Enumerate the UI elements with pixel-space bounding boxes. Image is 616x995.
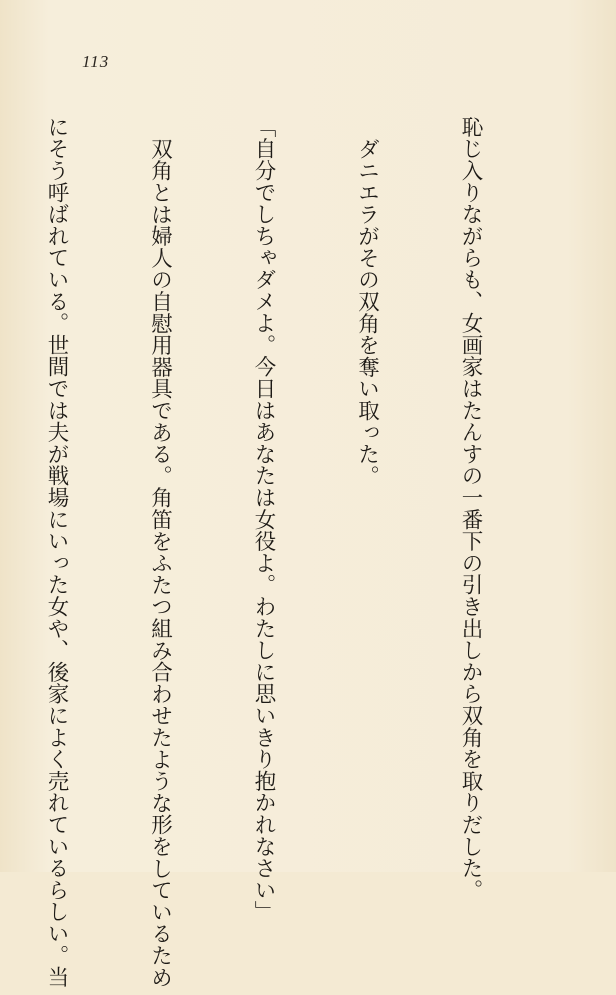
page-number: 113 (82, 52, 110, 71)
text-line: 双角とは婦人の自慰用器具である。角笛をふたつ組み合わせたような形をしているため (147, 138, 173, 989)
text-line: 「自分でしちゃダメよ。今日はあなたは女役よ。わたしに思いきり抱かれなさい」 (251, 116, 276, 923)
text-line: ダニエラがその双角を奪い取った。 (354, 138, 380, 487)
text-line: にそう呼ばれている。世間では夫が戦場にいった女や、後家によく売れているらしい。当 (44, 116, 69, 988)
text-line: 恥じ入りながらも、女画家はたんすの一番下の引き出しから双角を取りだした。 (458, 116, 483, 901)
body-text (0, 116, 556, 989)
